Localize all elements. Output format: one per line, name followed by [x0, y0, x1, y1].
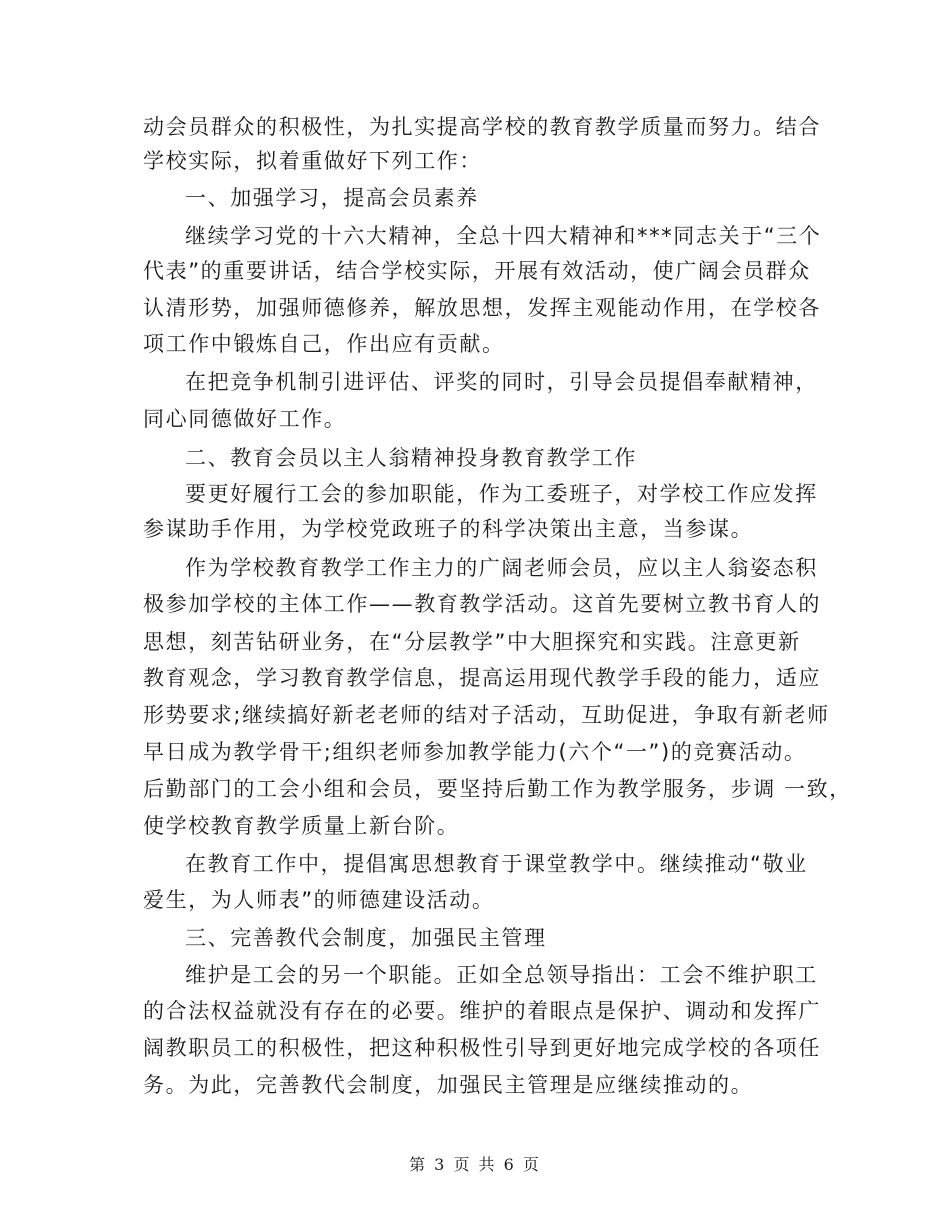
text-line: 继续学习党的十六大精神，全总十四大精神和***同志关于“三个 — [185, 224, 822, 248]
text-line: 极参加学校的主体工作——教育教学活动。这首先要树立教书育人的 — [143, 592, 821, 616]
section-heading: 二、教育会员以主人翁精神投身教育教学工作 — [185, 446, 637, 470]
text-line: 学校实际，拟着重做好下列工作： — [143, 149, 482, 173]
text-line: 形势要求;继续搞好新老老师的结对子活动，互助促进，争取有新老师 — [143, 703, 830, 727]
text-line: 阔教职员工的积极性，把这种积极性引导到更好地完成学校的各项任 — [143, 1036, 821, 1060]
text-line: 后勤部门的工会小组和会员，要坚持后勤工作为教学服务，步调 一致， — [143, 777, 852, 801]
text-line: 在教育工作中，提倡寓思想教育于课堂教学中。继续推动“敬业 — [185, 852, 808, 876]
text-line: 同心同德做好工作。 — [143, 407, 347, 431]
section-heading: 三、完善教代会制度，加强民主管理 — [185, 926, 547, 950]
section-heading: 一、加强学习，提高会员素养 — [185, 186, 479, 210]
text-line: 认清形势，加强师德修养，解放思想，发挥主观能动作用，在学校各 — [143, 296, 821, 320]
text-line: 教育观念，学习教育教学信息，提高运用现代教学手段的能力，适应 — [143, 666, 821, 690]
text-line: 的合法权益就没有存在的必要。维护的着眼点是保护、调动和发挥广 — [143, 999, 821, 1023]
text-line: 在把竞争机制引进评估、评奖的同时，引导会员提倡奉献精神， — [185, 370, 818, 394]
text-line: 要更好履行工会的参加职能，作为工委班子，对学校工作应发挥 — [185, 482, 818, 506]
text-line: 爱生，为人师表”的师德建设活动。 — [143, 888, 495, 912]
text-line: 早日成为教学骨干;组织老师参加教学能力(六个“一”)的竞赛活动。 — [143, 740, 807, 764]
text-line: 代表”的重要讲话，结合学校实际，开展有效活动，使广阔会员群众 — [143, 259, 811, 283]
text-line: 作为学校教育教学工作主力的广阔老师会员，应以主人翁姿态积 — [185, 556, 818, 580]
text-line: 务。为此，完善教代会制度，加强民主管理是应继续推动的。 — [143, 1073, 754, 1097]
text-line: 参谋助手作用，为学校党政班子的科学决策出主意，当参谋。 — [143, 517, 754, 541]
text-line: 项工作中锻炼自己，作出应有贡献。 — [143, 332, 505, 356]
text-line: 思想，刻苦钻研业务，在“分层教学”中大胆探究和实践。注意更新 — [143, 630, 801, 654]
text-line: 使学校教育教学质量上新台阶。 — [143, 814, 460, 838]
page-number-footer: 第 3 页 共 6 页 — [409, 1155, 541, 1174]
text-line: 动会员群众的积极性，为扎实提高学校的教育教学质量而努力。结合 — [143, 115, 821, 139]
text-line: 维护是工会的另一个职能。正如全总领导指出：工会不维护职工 — [185, 963, 818, 987]
